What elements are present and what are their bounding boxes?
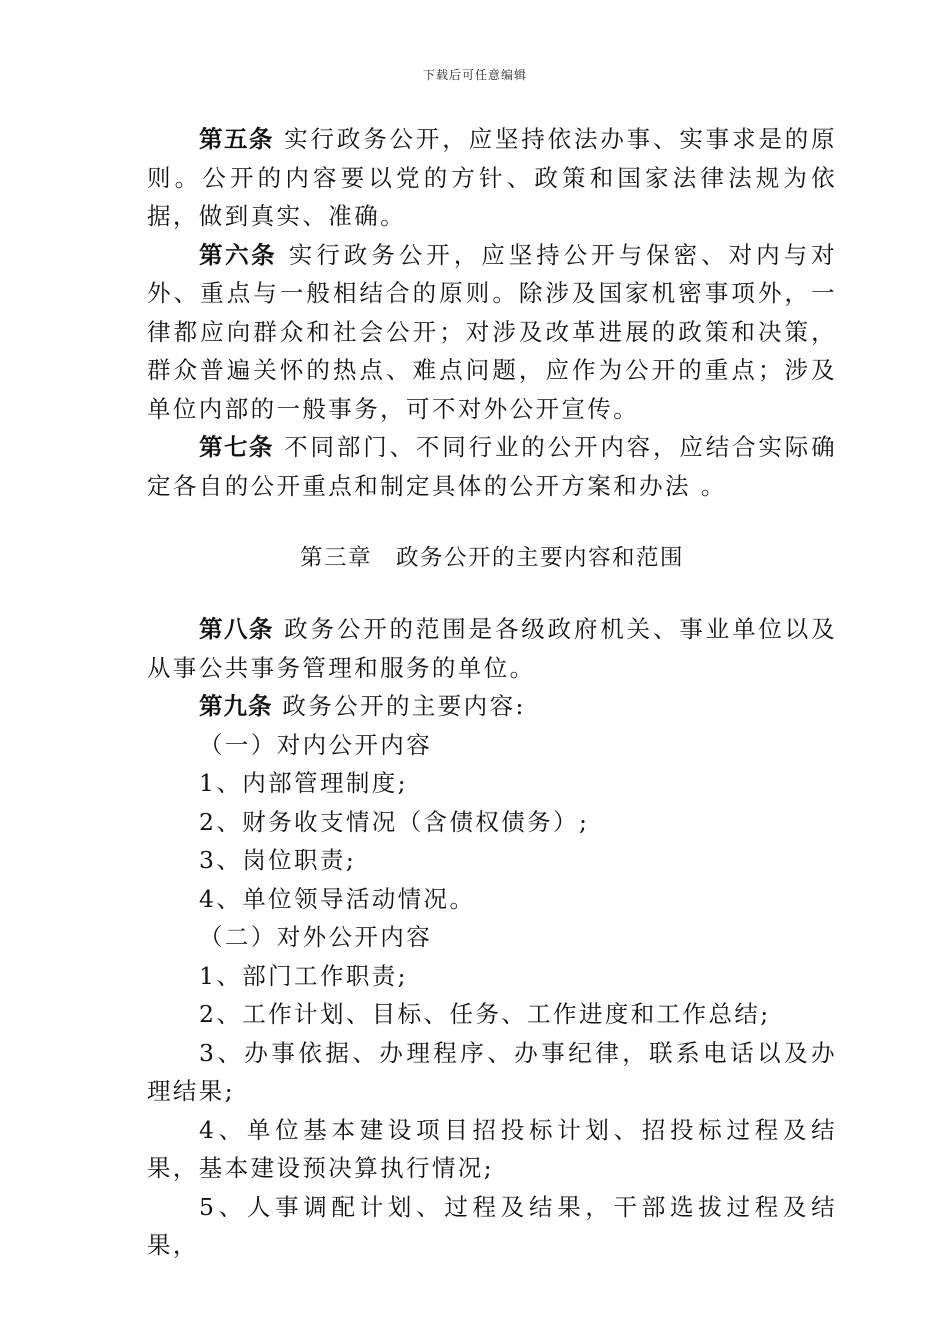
article-8 (147, 610, 837, 687)
article-text: 实行政务公开，应坚持依法办事、实事求是的原则。公开的内容要以党的方针、政策和国家法律法规为依据，做到真实、准确。 (147, 125, 838, 230)
article-text: 不同部门、不同行业的公开内容，应结合实际确定各自的公开重点和制定具体的公开方案和办法 。 (147, 433, 838, 500)
external-heading: （二）对外公开内容 (199, 923, 433, 951)
list-item: 3、岗位职责; (199, 846, 357, 874)
article-lead: 第八条 (199, 615, 274, 643)
internal-heading: （一）对内公开内容 (199, 730, 433, 759)
list-item: 3、办事依据、办理程序、办事纪律，联系电话以及办理结果; (147, 1038, 837, 1105)
list-item: 4、单位领导活动情况。 (199, 884, 476, 913)
list-item: 1、内部管理制度; (199, 769, 408, 797)
article-lead: 第五条 (199, 125, 274, 153)
article-9 (147, 687, 837, 726)
list-item: 2、财务收支情况（含债权债务）; (199, 807, 590, 836)
chapter-heading (147, 539, 837, 577)
chapter-title: 政务公开的主要内容和范围 (396, 545, 685, 571)
list-item: 1、部门工作职责; (199, 961, 408, 990)
page-header: 下载后可任意编辑 (422, 68, 527, 82)
article-lead: 第七条 (199, 433, 274, 461)
article-text: 政务公开的范围是各级政府机关、事业单位以及从事公共事务管理和服务的单位。 (147, 615, 838, 682)
article-lead: 第六条 (199, 240, 278, 269)
article-7 (147, 428, 837, 505)
article-6 (147, 236, 837, 429)
list-item: 2、工作计划、目标、任务、工作进度和工作总结; (199, 1000, 771, 1028)
article-5 (147, 120, 837, 236)
article-text: 实行政务公开，应坚持公开与保密、对内与对外、重点与一般相结合的原则。除涉及国家机密事项外，一律都应向群众和社会公开；对涉及改革进展的政策和决策，群众普遍关怀的热点、难点问题，应作为公开的重点；涉及单位内部的一般事务，可不对外公开宣传。 (147, 240, 838, 423)
article-lead: 第九条 (199, 692, 273, 720)
chapter-number: 第三章 (299, 545, 372, 571)
article-text: 政务公开的主要内容: (282, 692, 526, 720)
document-body (147, 120, 837, 1265)
list-item: 5、人事调配计划、过程及结果，干部选拔过程及结果， (147, 1192, 837, 1259)
list-item: 4、单位基本建设项目招投标计划、招投标过程及结果，基本建设预决算执行情况; (147, 1115, 837, 1182)
